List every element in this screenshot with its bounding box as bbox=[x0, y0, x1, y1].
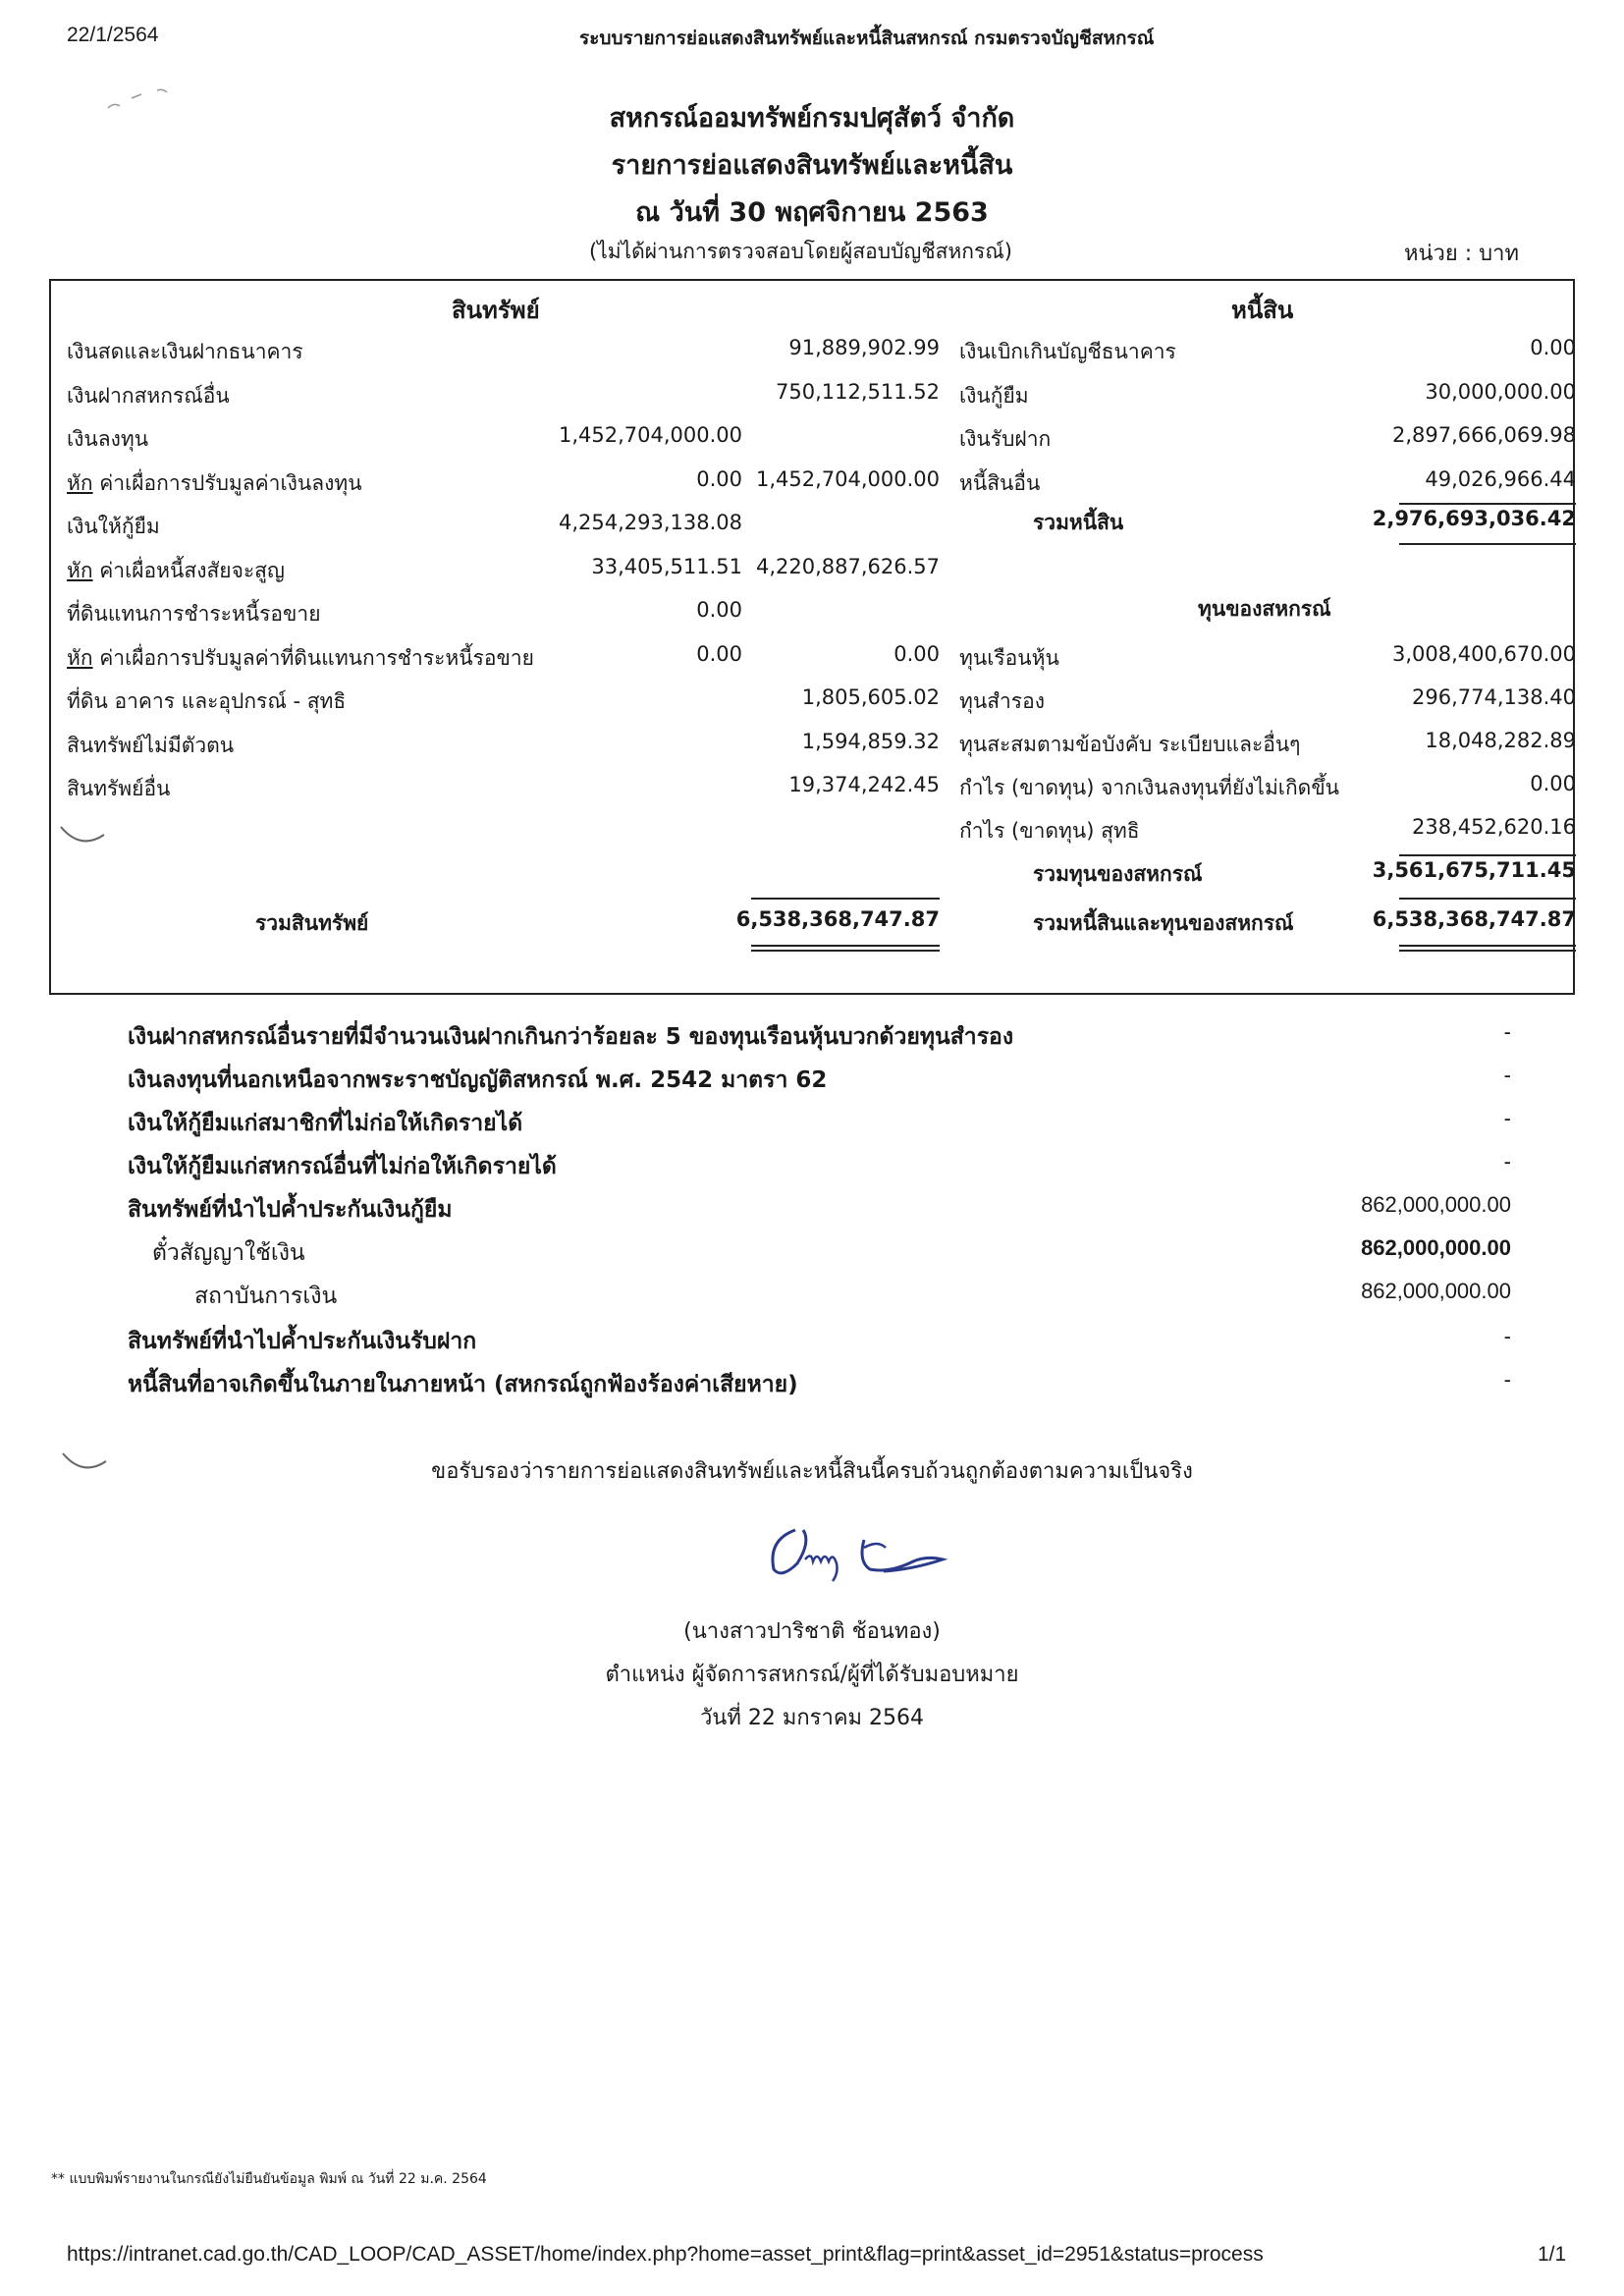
asset-label-text: สินทรัพย์ไม่มีตัวตน bbox=[67, 734, 235, 757]
disclosure-label: หนี้สินที่อาจเกิดขึ้นในภายในภายหน้า (สหกรณ์ถูกฟ้องร้องค่าเสียหาย) bbox=[128, 1372, 798, 1397]
double-rule-line bbox=[751, 950, 940, 952]
disclosure-label: ตั๋วสัญญาใช้เงิน bbox=[152, 1240, 305, 1266]
asset-label-text: เงินลงทุน bbox=[67, 427, 149, 451]
grand-total-label: รวมหนี้สินและทุนของสหกรณ์ bbox=[1033, 911, 1294, 935]
liabilities-total-label: รวมหนี้สิน bbox=[1033, 511, 1124, 534]
asset-row-gross-value: 33,405,511.51 bbox=[591, 555, 742, 578]
equity-row-label: กำไร (ขาดทุน) จากเงินลงทุนที่ยังไม่เกิดขึ้น bbox=[959, 776, 1340, 799]
asset-label-text: ค่าเผื่อหนี้สงสัยจะสูญ bbox=[92, 559, 285, 582]
assets-total-label: รวมสินทรัพย์ bbox=[255, 911, 369, 935]
signatory-position: ตำแหน่ง ผู้จัดการสหกรณ์/ผู้ที่ได้รับมอบหมาย bbox=[605, 1663, 1019, 1687]
asset-row-label bbox=[67, 511, 160, 543]
system-title: ระบบรายการย่อแสดงสินทรัพย์และหนี้สินสหกรณ์ กรมตรวจบัญชีสหกรณ์ bbox=[579, 27, 1155, 49]
asset-row-net-value: 91,889,902.99 bbox=[788, 336, 940, 359]
asset-row-gross-value: 4,254,293,138.08 bbox=[558, 511, 742, 534]
liability-row-value: 0.00 bbox=[1530, 336, 1576, 359]
asset-row-label bbox=[67, 555, 285, 587]
asset-row-net-value: 750,112,511.52 bbox=[776, 380, 940, 404]
disclosure-label: สินทรัพย์ที่นำไปค้ำประกันเงินรับฝาก bbox=[128, 1329, 477, 1354]
asset-row-label bbox=[67, 598, 321, 630]
asset-row-net-value: 1,594,859.32 bbox=[801, 730, 940, 753]
asset-label-text: ที่ดินแทนการชำระหนี้รอขาย bbox=[67, 602, 321, 626]
rule-line bbox=[1399, 854, 1576, 856]
disclosure-value: 862,000,000.00 bbox=[1361, 1235, 1511, 1260]
asset-row-label bbox=[67, 336, 303, 368]
asset-label-text: ที่ดิน อาคาร และอุปกรณ์ - สุทธิ bbox=[67, 689, 347, 713]
equity-row-label: ทุนสำรอง bbox=[959, 689, 1045, 713]
disclosure-value: - bbox=[1503, 1149, 1511, 1174]
asset-row-gross-value: 0.00 bbox=[696, 642, 742, 666]
asset-row-net-value: 1,805,605.02 bbox=[801, 685, 940, 709]
org-name: สหกรณ์ออมทรัพย์กรมปศุสัตว์ จำกัด bbox=[609, 103, 1015, 134]
asset-label-text: ค่าเผื่อการปรับมูลค่าที่ดินแทนการชำระหนี้รอขาย bbox=[92, 646, 534, 670]
disclosure-value: - bbox=[1503, 1106, 1511, 1130]
asset-label-text: เงินสดและเงินฝากธนาคาร bbox=[67, 340, 303, 363]
signatory-name: (นางสาวปาริชาติ ช้อนทอง) bbox=[683, 1619, 941, 1644]
asset-label-text: สินทรัพย์อื่น bbox=[67, 777, 171, 800]
asset-row-label bbox=[67, 467, 362, 500]
disclosure-label: สินทรัพย์ที่นำไปค้ำประกันเงินกู้ยืม bbox=[128, 1197, 453, 1223]
rule-line bbox=[751, 898, 940, 900]
certification-text: ขอรับรองว่ารายการย่อแสดงสินทรัพย์และหนี้สินนี้ครบถ้วนถูกต้องตามความเป็นจริง bbox=[431, 1459, 1193, 1484]
liability-row-value: 2,897,666,069.98 bbox=[1391, 423, 1576, 447]
liability-row-label: เงินกู้ยืม bbox=[959, 384, 1029, 408]
equity-total-value: 3,561,675,711.45 bbox=[1372, 858, 1576, 882]
equity-row-value: 3,008,400,670.00 bbox=[1391, 642, 1576, 666]
equity-row-value: 0.00 bbox=[1530, 772, 1576, 795]
equity-row-label: ทุนเรือนหุ้น bbox=[959, 646, 1059, 670]
disclosure-value: 862,000,000.00 bbox=[1361, 1279, 1511, 1303]
liability-row-label: หนี้สินอื่น bbox=[959, 471, 1041, 495]
asset-row-gross-value: 1,452,704,000.00 bbox=[558, 423, 742, 447]
signatory-date: วันที่ 22 มกราคม 2564 bbox=[699, 1706, 925, 1730]
double-rule-line bbox=[751, 945, 940, 947]
assets-total-value: 6,538,368,747.87 bbox=[735, 907, 940, 931]
liability-row-label: เงินเบิกเกินบัญชีธนาคาร bbox=[959, 340, 1176, 363]
asset-row-label bbox=[67, 380, 230, 412]
equity-row-label: กำไร (ขาดทุน) สุทธิ bbox=[959, 819, 1140, 843]
disclosure-label: เงินลงทุนที่นอกเหนือจากพระราชบัญญัติสหกรณ์ พ.ศ. 2542 มาตรา 62 bbox=[128, 1067, 828, 1093]
equity-total-label: รวมทุนของสหกรณ์ bbox=[1033, 862, 1203, 886]
equity-row-label: ทุนสะสมตามข้อบังคับ ระเบียบและอื่นๆ bbox=[959, 733, 1301, 756]
disclosure-value: 862,000,000.00 bbox=[1361, 1192, 1511, 1217]
disclosure-value: - bbox=[1503, 1367, 1511, 1392]
print-date: 22/1/2564 bbox=[67, 24, 159, 46]
liability-row-value: 30,000,000.00 bbox=[1425, 380, 1576, 404]
equity-row-value: 238,452,620.16 bbox=[1412, 815, 1576, 839]
handwritten-signature-icon bbox=[736, 1510, 992, 1589]
asset-label-text: เงินให้กู้ยืม bbox=[67, 515, 160, 538]
liabilities-total-value: 2,976,693,036.42 bbox=[1372, 507, 1576, 530]
page-number: 1/1 bbox=[1538, 2243, 1567, 2266]
asset-row-gross-value: 0.00 bbox=[696, 467, 742, 491]
asset-row-net-value: 0.00 bbox=[893, 642, 940, 666]
asset-row-label bbox=[67, 773, 170, 805]
double-rule-line bbox=[1399, 945, 1576, 947]
scan-speck-icon bbox=[98, 77, 187, 116]
disclosure-label: เงินฝากสหกรณ์อื่นรายที่มีจำนวนเงินฝากเกินกว่าร้อยละ 5 ของทุนเรือนหุ้นบวกด้วยทุนสำรอง bbox=[128, 1024, 1014, 1050]
asset-row-label bbox=[67, 685, 346, 718]
equity-row-value: 296,774,138.40 bbox=[1412, 685, 1576, 709]
deduct-prefix: หัก bbox=[67, 559, 93, 582]
disclosure-value: - bbox=[1503, 1019, 1511, 1044]
audit-note: (ไม่ได้ผ่านการตรวจสอบโดยผู้สอบบัญชีสหกรณ์) bbox=[589, 240, 1012, 263]
deduct-prefix: หัก bbox=[67, 646, 93, 670]
liabilities-heading: หนี้สิน bbox=[1231, 297, 1294, 324]
double-rule-line bbox=[1399, 950, 1576, 952]
disclosure-label: เงินให้กู้ยืมแก่สมาชิกที่ไม่ก่อให้เกิดรายได้ bbox=[128, 1111, 523, 1136]
rule-line bbox=[1399, 503, 1576, 505]
grand-total-value: 6,538,368,747.87 bbox=[1372, 907, 1576, 931]
asset-row-label bbox=[67, 730, 234, 762]
disclosure-label: เงินให้กู้ยืมแก่สหกรณ์อื่นที่ไม่ก่อให้เกิดรายได้ bbox=[128, 1154, 557, 1179]
disclosure-label: สถาบันการเงิน bbox=[194, 1284, 338, 1309]
disclosure-value: - bbox=[1503, 1324, 1511, 1348]
unit-label: หน่วย : บาท bbox=[1404, 242, 1520, 266]
deduct-prefix: หัก bbox=[67, 471, 93, 495]
report-date: ณ วันที่ 30 พฤศจิกายน 2563 bbox=[635, 197, 989, 228]
asset-row-gross-value: 0.00 bbox=[696, 598, 742, 622]
assets-heading: สินทรัพย์ bbox=[452, 297, 540, 324]
liability-row-value: 49,026,966.44 bbox=[1425, 467, 1576, 491]
asset-label-text: เงินฝากสหกรณ์อื่น bbox=[67, 384, 230, 408]
asset-label-text: ค่าเผื่อการปรับมูลค่าเงินลงทุน bbox=[92, 471, 362, 495]
equity-heading: ทุนของสหกรณ์ bbox=[1198, 597, 1331, 621]
rule-line bbox=[1399, 898, 1576, 900]
asset-row-net-value: 4,220,887,626.57 bbox=[755, 555, 940, 578]
disclosure-value: - bbox=[1503, 1063, 1511, 1087]
asset-row-label bbox=[67, 423, 148, 456]
footer-url: https://intranet.cad.go.th/CAD_LOOP/CAD_ASSET/home/index.php?home=asset_print&flag=print&asset_id=2951&status=process bbox=[67, 2243, 1264, 2266]
rule-line bbox=[1399, 543, 1576, 545]
asset-row-net-value: 19,374,242.45 bbox=[788, 773, 940, 796]
report-title: รายการย่อแสดงสินทรัพย์และหนี้สิน bbox=[611, 150, 1013, 181]
liability-row-label: เงินรับฝาก bbox=[959, 427, 1052, 451]
footer-note: ** แบบพิมพ์รายงานในกรณียังไม่ยืนยันข้อมูล พิมพ์ ณ วันที่ 22 ม.ค. 2564 bbox=[51, 2171, 487, 2187]
asset-row-label bbox=[67, 642, 534, 675]
equity-row-value: 18,048,282.89 bbox=[1425, 729, 1576, 752]
asset-row-net-value: 1,452,704,000.00 bbox=[755, 467, 940, 491]
